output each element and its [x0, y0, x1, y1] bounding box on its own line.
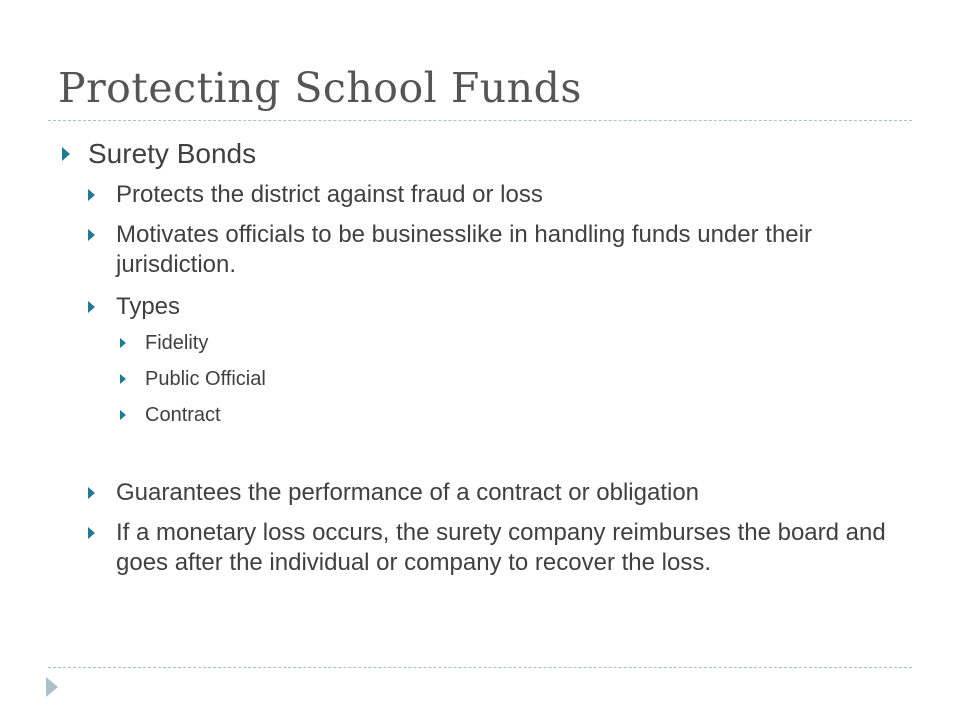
bullet-triangle-icon — [120, 374, 126, 384]
bullet-triangle-icon — [88, 487, 95, 499]
bullet-text: Types — [116, 293, 181, 320]
slide-title: Protecting School Funds — [58, 64, 582, 112]
bullet-triangle-icon — [88, 229, 95, 241]
bullet-level2 — [88, 292, 908, 322]
corner-triangle-icon — [46, 677, 58, 697]
bullet-level3 — [120, 330, 880, 356]
footer-divider — [48, 667, 912, 668]
bullet-level3 — [120, 402, 880, 428]
bullet-level3 — [120, 366, 880, 392]
bullet-text: Guarantees the performance of a contract or obligation — [116, 479, 700, 506]
bullet-triangle-icon — [88, 527, 95, 539]
bullet-text: Motivates officials to be businesslike in handling funds under their jurisdiction. — [116, 221, 812, 278]
bullet-text: Public Official — [145, 368, 266, 390]
bullet-text: Fidelity — [145, 332, 209, 354]
bullet-triangle-icon — [88, 189, 95, 201]
bullet-triangle-icon — [120, 338, 126, 348]
bullet-text: Protects the district against fraud or loss — [116, 181, 543, 208]
bullet-triangle-icon — [120, 410, 126, 420]
bullet-level1 — [62, 137, 922, 171]
bullet-text: If a monetary loss occurs, the surety company reimburses the board and goes after the individual or company to recover the loss. — [116, 519, 886, 576]
bullet-level2 — [88, 518, 908, 578]
bullet-level2 — [88, 478, 908, 508]
bullet-text: Surety Bonds — [88, 138, 257, 169]
bullet-text: Contract — [145, 404, 221, 426]
bullet-triangle-icon — [62, 147, 70, 161]
bullet-level2 — [88, 180, 908, 210]
bullet-level2 — [88, 220, 908, 280]
bullet-triangle-icon — [88, 301, 95, 313]
